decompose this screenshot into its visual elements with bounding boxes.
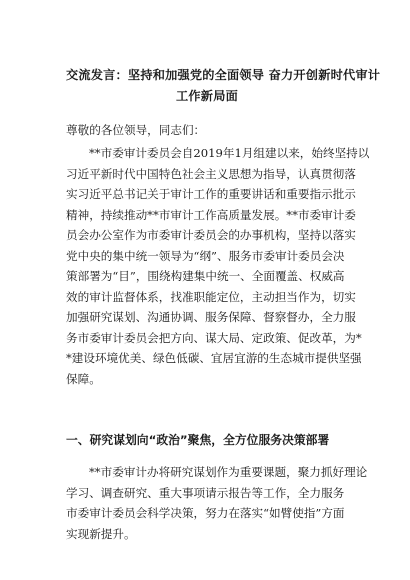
paragraph-1 [66,143,370,389]
paragraph-line: **市委审计委员会自2019年1月组建以来，始终坚持以 [89,146,370,160]
paragraph-line: 效的审计监督体系，找准职能定位，主动担当作为，切实 [66,289,356,304]
paragraph-line: 精神，持续推动**市审计工作高质量发展。**市委审计委 [66,207,356,222]
paragraph-line: 保障。 [66,371,101,386]
paragraph-line: 务市委审计委员会把方向、谋大局、定政策、促改革，为* [66,330,362,345]
paragraph-line: *建设环境优美、绿色低碳、宜居宜游的生态城市提供坚强 [66,351,362,365]
salutation: 尊敬的各位领导，同志们： [66,123,206,137]
paragraph-line: 习近平新时代中国特色社会主义思想为指导，认真贯彻落 [66,166,356,181]
title-line-1: 交流发言：坚持和加强党的全面领导 奋力开创新时代审计 [66,68,381,82]
paragraph-line: 学习、调查研究、重大事项请示报告等工作，全力服务 [66,485,345,500]
title-line-2: 工作新局面 [176,89,238,103]
paragraph-line: 实现新提升。 [66,526,136,541]
paragraph-line: 市委审计委员会科学决策，努力在落实“如臂使指”方面 [66,506,345,520]
paragraph-line: 实习近平总书记关于审计工作的重要讲话和重要指示批示 [66,187,356,201]
document-title [66,65,381,107]
paragraph-line: 员会办公室作为市委审计委员会的办事机构，坚持以落实 [66,228,356,242]
paragraph-line: 加强研究谋划、沟通协调、服务保障、督察督办，全力服 [66,310,356,324]
paragraph-2 [66,462,368,544]
paragraph-line: **市委审计办将研究谋划作为重要课题，聚力抓好理论 [89,465,368,479]
paragraph-line: 党中央的集中统一领导为“纲”、服务市委审计委员会决 [66,248,345,263]
section-heading: 一、研究谋划向“政治”聚焦，全方位服务决策部署 [66,433,330,447]
paragraph-line: 策部署为“目”，围绕构建集中统一、全面覆盖、权威高 [66,269,345,283]
